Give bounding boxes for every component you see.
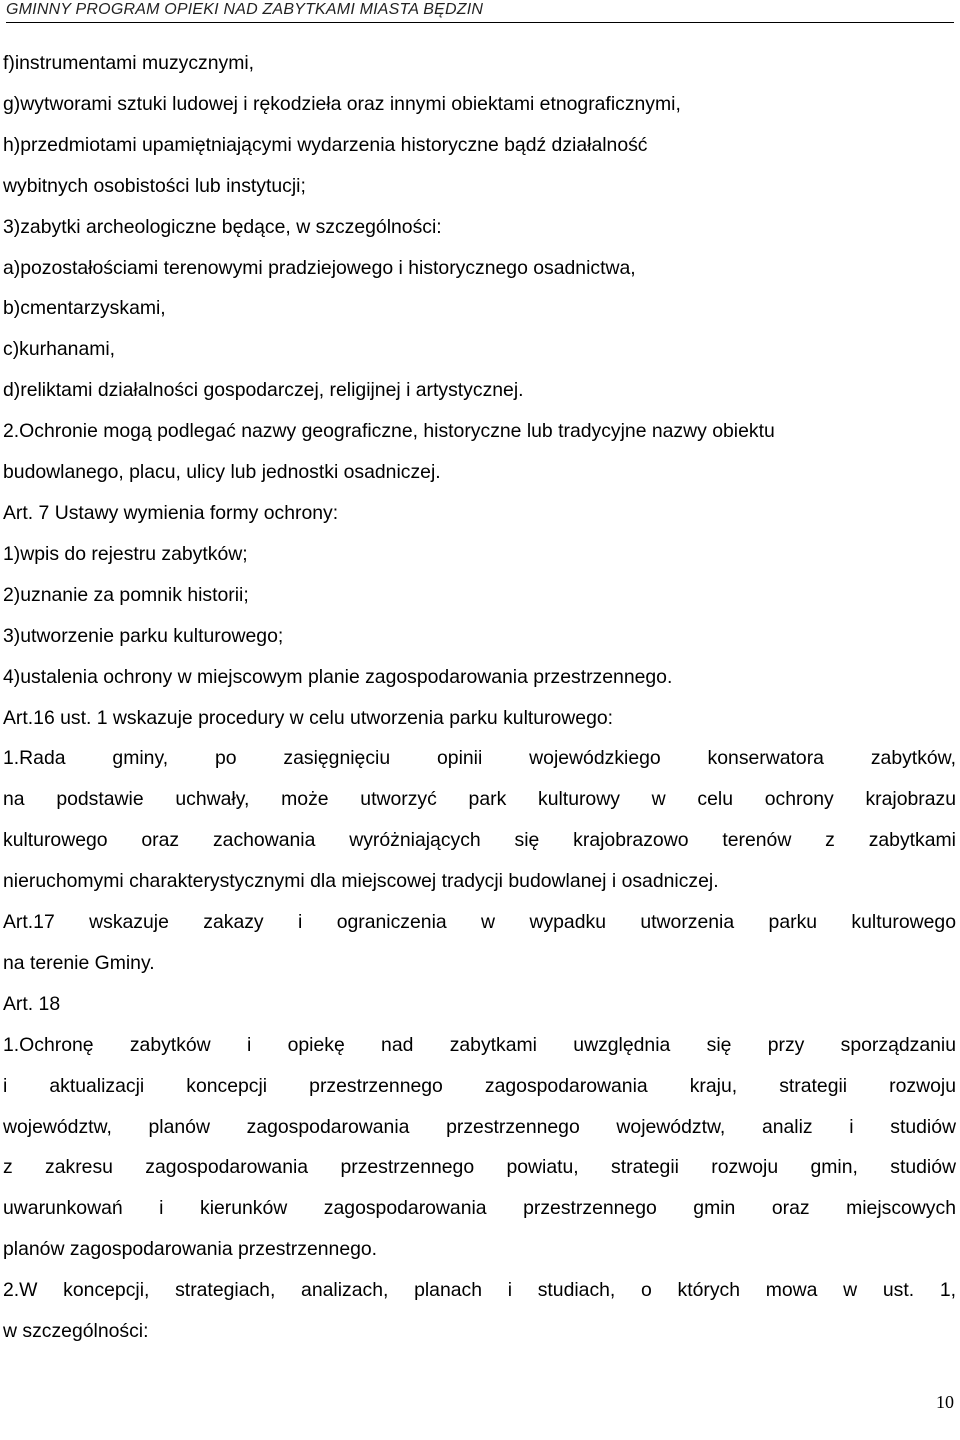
text-line: 3)zabytki archeologiczne będące, w szczególności: xyxy=(3,215,442,238)
text-line: na podstawie uchwały, może utworzyć park kulturowy w celu ochrony krajobrazu xyxy=(3,788,956,811)
text-line: Art. 18 xyxy=(3,992,61,1015)
text-line: kulturowego oraz zachowania wyróżniających się krajobrazowo terenów z zabytkami xyxy=(3,829,956,852)
text-line: 2.Ochronie mogą podlegać nazwy geograficzne, historyczne lub tradycyjne nazwy obiektu xyxy=(3,420,775,443)
text-line: w szczególności: xyxy=(3,1320,149,1343)
text-line: planów zagospodarowania przestrzennego. xyxy=(3,1238,378,1261)
text-line: wybitnych osobistości lub instytucji; xyxy=(3,174,306,197)
page-header xyxy=(6,0,954,23)
text-line: h)przedmiotami upamiętniającymi wydarzenia historyczne bądź działalność xyxy=(3,133,648,156)
text-line: województw, planów zagospodarowania przestrzennego województw, analiz i studiów xyxy=(3,1115,956,1138)
text-line: d)reliktami działalności gospodarczej, religijnej i artystycznej. xyxy=(3,379,524,402)
text-line: i aktualizacji koncepcji przestrzennego zagospodarowania kraju, strategii rozwoju xyxy=(3,1074,956,1097)
text-line: g)wytworami sztuki ludowej i rękodzieła oraz innymi obiektami etnograficznymi, xyxy=(3,92,681,115)
text-line: na terenie Gminy. xyxy=(3,951,155,974)
text-line: 1.Rada gminy, po zasięgnięciu opinii wojewódzkiego konserwatora zabytków, xyxy=(3,747,956,770)
text-line: 1)wpis do rejestru zabytków; xyxy=(3,542,248,565)
page-number: 10 xyxy=(936,1392,954,1412)
text-line: Art. 7 Ustawy wymienia formy ochrony: xyxy=(3,501,339,524)
text-line: 2.W koncepcji, strategiach, analizach, planach i studiach, o których mowa w ust. 1, xyxy=(3,1279,956,1302)
text-line: f)instrumentami muzycznymi, xyxy=(3,52,255,74)
text-line: 1.Ochronę zabytków i opiekę nad zabytkami uwzględnia się przy sporządzaniu xyxy=(3,1033,956,1056)
text-line: 3)utworzenie parku kulturowego; xyxy=(3,624,284,647)
text-line: c)kurhanami, xyxy=(3,338,116,361)
text-line: Art.16 ust. 1 wskazuje procedury w celu utworzenia parku kulturowego: xyxy=(3,706,614,729)
document-title: GMINNY PROGRAM OPIEKI NAD ZABYTKAMI MIASTA BĘDZIN xyxy=(6,1,484,18)
document-body xyxy=(3,43,956,1352)
text-line: b)cmentarzyskami, xyxy=(3,297,166,320)
text-line: Art.17 wskazuje zakazy i ograniczenia w wypadku utworzenia parku kulturowego xyxy=(3,911,956,934)
text-line: nieruchomymi charakterystycznymi dla miejscowej tradycji budowlanej i osadniczej. xyxy=(3,870,719,893)
text-line: budowlanego, placu, ulicy lub jednostki osadniczej. xyxy=(3,461,441,484)
text-line: z zakresu zagospodarowania przestrzennego powiatu, strategii rozwoju gmin, studiów xyxy=(3,1156,956,1179)
text-line: uwarunkowań i kierunków zagospodarowania przestrzennego gmin oraz miejscowych xyxy=(3,1197,956,1220)
text-line: 2)uznanie za pomnik historii; xyxy=(3,583,249,606)
text-line: a)pozostałościami terenowymi pradziejowego i historycznego osadnictwa, xyxy=(3,256,636,279)
text-line: 4)ustalenia ochrony w miejscowym planie zagospodarowania przestrzennego. xyxy=(3,665,673,688)
